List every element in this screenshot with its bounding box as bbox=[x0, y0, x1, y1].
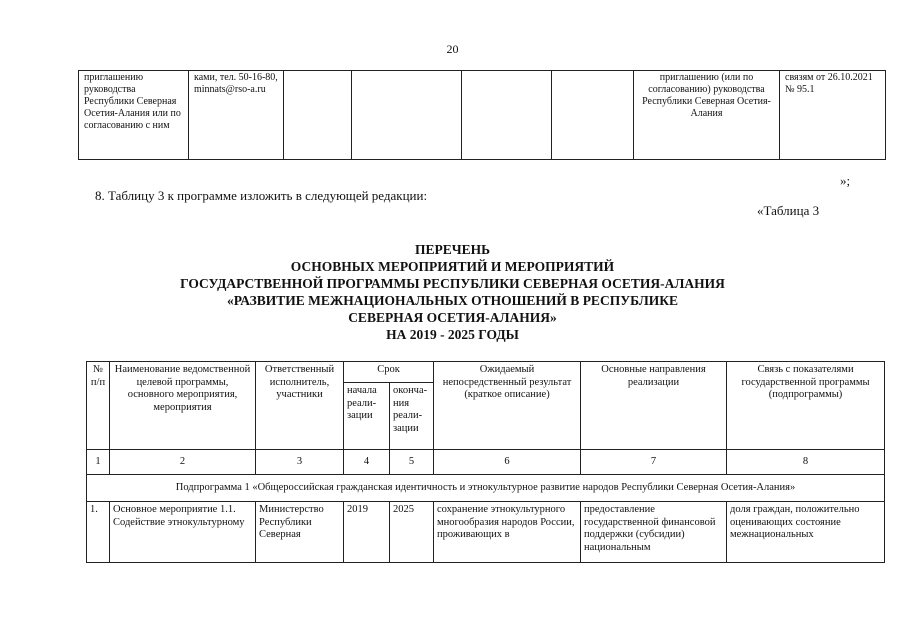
heading-line: НА 2019 - 2025 ГОДЫ bbox=[386, 327, 519, 342]
header-num: № п/п bbox=[87, 362, 110, 450]
table-cell bbox=[552, 71, 634, 160]
table-row bbox=[79, 71, 886, 160]
row-link: доля граждан, положительно оценивающих состояние межнациональных bbox=[727, 502, 885, 563]
header-name: Наименование ведомственной целевой программы, основного мероприятия, мероприятия bbox=[110, 362, 256, 450]
heading-line: ОСНОВНЫХ МЕРОПРИЯТИЙ И МЕРОПРИЯТИЙ bbox=[290, 259, 615, 274]
document-heading bbox=[60, 241, 845, 343]
table-label: «Таблица 3 bbox=[757, 203, 820, 218]
heading-line: ГОСУДАРСТВЕННОЙ ПРОГРАММЫ РЕСПУБЛИКИ СЕВЕРНАЯ ОСЕТИЯ-АЛАНИЯ bbox=[180, 276, 725, 291]
header-start: начала реали-зации bbox=[344, 383, 390, 450]
heading-line: ПЕРЕЧЕНЬ bbox=[414, 242, 491, 257]
table-cell bbox=[352, 71, 462, 160]
table-cell: связям от 26.10.2021 № 95.1 bbox=[780, 71, 886, 160]
table-cell: приглашению (или по согласованию) руководства Республики Северная Осетия-Алания bbox=[634, 71, 780, 160]
column-number: 8 bbox=[727, 450, 885, 475]
subprogram-title: Подпрограмма 1 «Общероссийская гражданская идентичность и этнокультурное развитие народов Республики Северная Осетия-Алания» bbox=[87, 475, 885, 502]
header-directions: Основные направления реализации bbox=[581, 362, 727, 450]
heading-line: СЕВЕРНАЯ ОСЕТИЯ-АЛАНИЯ» bbox=[348, 310, 557, 325]
column-number: 4 bbox=[344, 450, 390, 475]
row-result: сохранение этнокультурного многообразия народов России, проживающих в bbox=[434, 502, 581, 563]
continuation-table bbox=[78, 70, 886, 160]
table-cell bbox=[284, 71, 352, 160]
row-end: 2025 bbox=[390, 502, 434, 563]
column-number: 7 bbox=[581, 450, 727, 475]
table-row bbox=[87, 502, 885, 563]
row-start: 2019 bbox=[344, 502, 390, 563]
row-responsible: Министерство Республики Северная bbox=[256, 502, 344, 563]
header-link: Связь с показателями государственной программы (подпрограммы) bbox=[727, 362, 885, 450]
subprogram-row bbox=[87, 475, 885, 502]
header-responsible: Ответственный исполнитель, участники bbox=[256, 362, 344, 450]
page-number: 20 bbox=[446, 42, 459, 56]
column-number: 5 bbox=[390, 450, 434, 475]
quote-close: »; bbox=[840, 173, 851, 188]
heading-line: «РАЗВИТИЕ МЕЖНАЦИОНАЛЬНЫХ ОТНОШЕНИЙ В РЕСПУБЛИКЕ bbox=[226, 293, 679, 308]
row-name: Основное мероприятие 1.1. Содействие этнокультурному bbox=[110, 502, 256, 563]
table-header-row bbox=[87, 362, 885, 383]
column-number: 1 bbox=[87, 450, 110, 475]
header-end: оконча-ния реали-зации bbox=[390, 383, 434, 450]
column-number: 2 bbox=[110, 450, 256, 475]
header-result: Ожидаемый непосредственный результат (краткое описание) bbox=[434, 362, 581, 450]
instruction-text: 8. Таблицу 3 к программе изложить в следующей редакции: bbox=[95, 188, 428, 203]
column-number: 6 bbox=[434, 450, 581, 475]
row-num: 1. bbox=[87, 502, 110, 563]
table-cell: ками, тел. 50-16-80, minnats@rso-a.ru bbox=[189, 71, 284, 160]
row-directions: предоставление государственной финансовой поддержки (субсидии) национальным bbox=[581, 502, 727, 563]
column-number: 3 bbox=[256, 450, 344, 475]
header-term: Срок bbox=[344, 362, 434, 383]
table-cell: приглашению руководства Республики Северная Осетия-Алания или по согласованию с ним bbox=[79, 71, 189, 160]
measures-table bbox=[86, 361, 885, 563]
table-cell bbox=[462, 71, 552, 160]
column-number-row bbox=[87, 450, 885, 475]
